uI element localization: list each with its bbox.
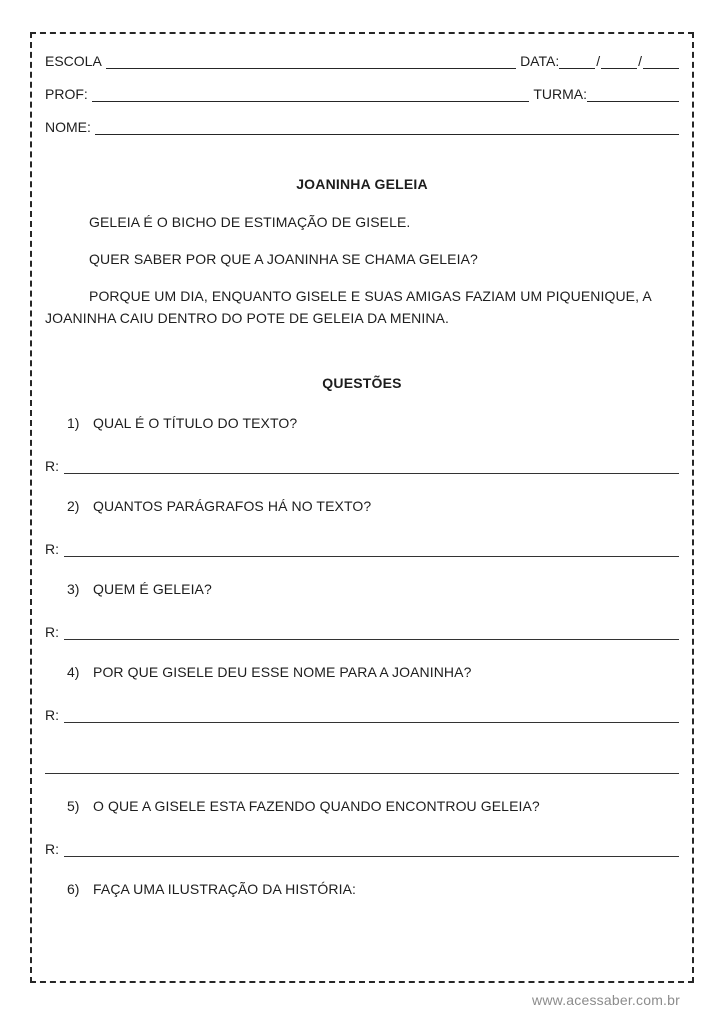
- prof-write-line: [92, 87, 530, 102]
- answer-prefix: R:: [45, 841, 59, 857]
- question-row: [45, 498, 679, 515]
- question-number: 1): [67, 415, 80, 431]
- answer-write-line: [45, 758, 679, 774]
- question-block: [45, 581, 679, 640]
- answer-line: [45, 840, 679, 857]
- answer-lines: [45, 540, 679, 557]
- answer-write-line: [64, 841, 679, 857]
- question-text: POR QUE GISELE DEU ESSE NOME PARA A JOANINHA?: [93, 664, 472, 680]
- question-text: QUANTOS PARÁGRAFOS HÁ NO TEXTO?: [93, 498, 372, 514]
- answer-prefix: R:: [45, 458, 59, 474]
- nome-write-line: [95, 120, 679, 135]
- question-number: 5): [67, 798, 80, 814]
- site-footer-url: www.acessaber.com.br: [532, 992, 680, 1008]
- escola-write-line: [106, 54, 516, 69]
- questions-list: [45, 415, 679, 898]
- question-block: [45, 415, 679, 474]
- story-title: JOANINHA GELEIA: [296, 176, 428, 192]
- question-text: QUEM É GELEIA?: [93, 581, 212, 597]
- answer-write-line: [64, 541, 679, 557]
- story-paragraph: PORQUE UM DIA, ENQUANTO GISELE E SUAS AMIGAS FAZIAM UM PIQUENIQUE, A JOANINHA CAIU DENTRO DO POTE DE GELEIA DA MENINA.: [45, 288, 651, 326]
- header-row-prof-turma: [45, 83, 679, 102]
- question-text: QUAL É O TÍTULO DO TEXTO?: [93, 415, 298, 431]
- question-row: [45, 664, 679, 681]
- answer-line: [45, 757, 679, 774]
- turma-write-line: [587, 87, 679, 102]
- answer-line: [45, 540, 679, 557]
- question-block: [45, 664, 679, 774]
- question-row: [45, 581, 679, 598]
- answer-line: [45, 457, 679, 474]
- date-day-write-line: [559, 54, 595, 69]
- date-month-write-line: [601, 54, 637, 69]
- question-row: [45, 881, 679, 898]
- prof-label: PROF:: [45, 86, 88, 102]
- header-row-escola-data: [45, 50, 679, 69]
- answer-write-line: [64, 458, 679, 474]
- question-number: 2): [67, 498, 80, 514]
- data-label: DATA:: [520, 53, 560, 69]
- answer-line: [45, 706, 679, 723]
- answer-prefix: R:: [45, 541, 59, 557]
- answer-prefix: R:: [45, 707, 59, 723]
- story-paragraph: QUER SABER POR QUE A JOANINHA SE CHAMA GELEIA?: [89, 251, 478, 267]
- header-row-nome: [45, 116, 679, 135]
- nome-label: NOME:: [45, 119, 91, 135]
- question-block: [45, 798, 679, 857]
- question-row: [45, 798, 679, 815]
- answer-lines: [45, 623, 679, 640]
- escola-label: ESCOLA: [45, 53, 102, 69]
- worksheet-header: [45, 50, 679, 135]
- answer-write-line: [64, 707, 679, 723]
- question-number: 6): [67, 881, 80, 897]
- question-text: FAÇA UMA ILUSTRAÇÃO DA HISTÓRIA:: [93, 881, 357, 897]
- story-paragraph: GELEIA É O BICHO DE ESTIMAÇÃO DE GISELE.: [89, 214, 411, 230]
- answer-write-line: [64, 624, 679, 640]
- date-separator: /: [596, 53, 601, 69]
- questions-heading: QUESTÕES: [322, 375, 402, 391]
- question-text: O QUE A GISELE ESTA FAZENDO QUANDO ENCONTROU GELEIA?: [93, 798, 540, 814]
- date-year-write-line: [643, 54, 679, 69]
- worksheet-page: [30, 32, 694, 983]
- answer-lines: [45, 457, 679, 474]
- answer-prefix: R:: [45, 624, 59, 640]
- date-separator: /: [638, 53, 642, 69]
- question-number: 3): [67, 581, 80, 597]
- question-block: [45, 498, 679, 557]
- answer-lines: [45, 840, 679, 857]
- answer-lines: [45, 706, 679, 774]
- question-row: [45, 415, 679, 432]
- answer-line: [45, 623, 679, 640]
- question-number: 4): [67, 664, 80, 680]
- turma-label: TURMA:: [533, 86, 587, 102]
- question-block: [45, 881, 679, 898]
- story-section: [45, 176, 679, 329]
